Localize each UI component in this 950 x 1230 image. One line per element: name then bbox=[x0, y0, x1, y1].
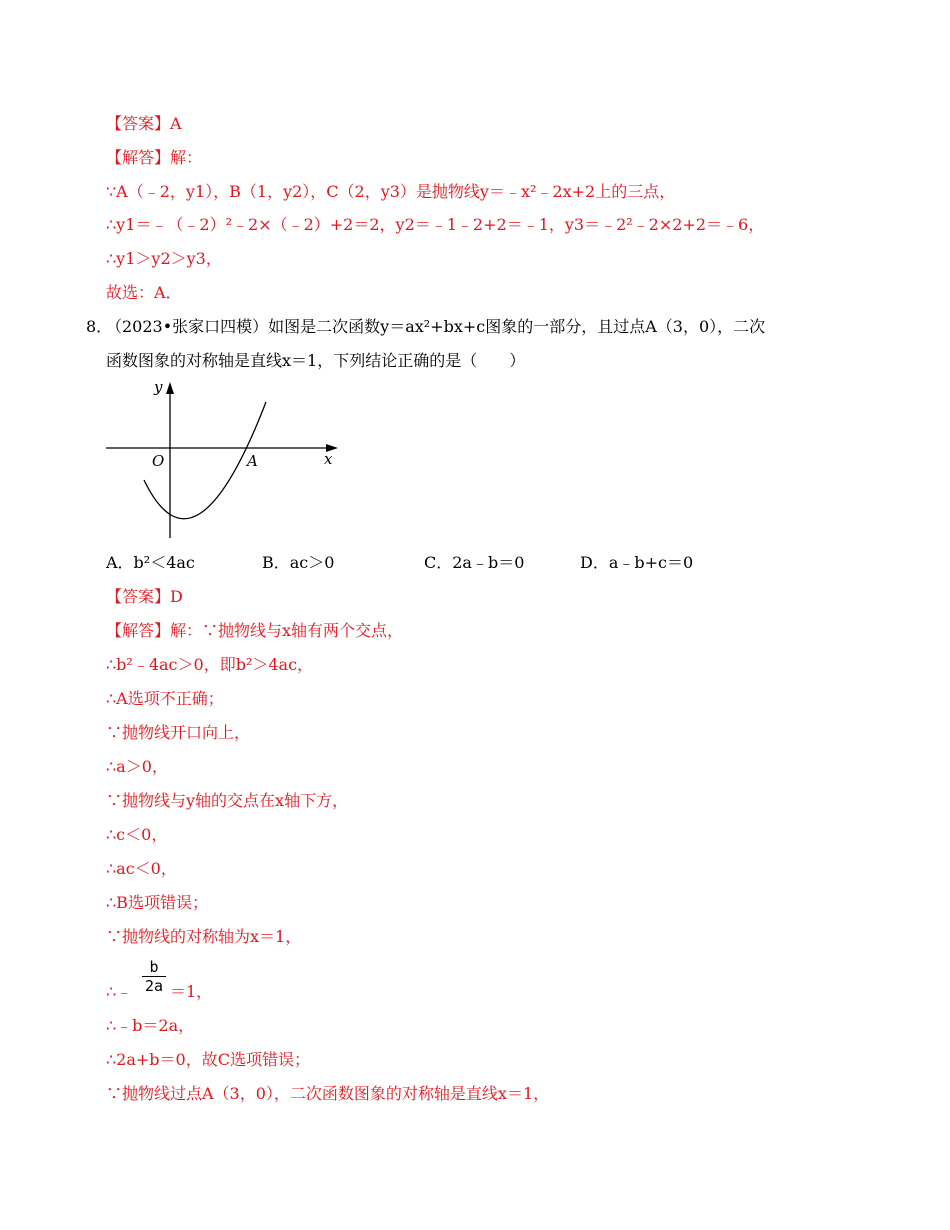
solution-line: ∴B选项错误； bbox=[106, 893, 208, 912]
solution-label-1: 【解答】解： bbox=[106, 148, 203, 167]
solution-line: ∵抛物线与y轴的交点在x轴下方， bbox=[106, 791, 349, 810]
question-stem-line1: （2023•张家口四模）如图是二次函数y＝ax²+bx+c图象的一部分，且过点A（3，0），二次 bbox=[106, 317, 766, 336]
y-axis-arrow bbox=[166, 382, 174, 394]
solution-line: ∴c＜0， bbox=[106, 825, 168, 844]
x-axis-label: x bbox=[324, 450, 333, 468]
solution-label-2 bbox=[106, 620, 403, 642]
solution-line: ∴y1＞y2＞y3， bbox=[106, 249, 222, 268]
fraction bbox=[142, 958, 166, 995]
solution-line: 故选：A． bbox=[106, 283, 182, 302]
solution-line: ∴ac＜0， bbox=[106, 859, 177, 878]
parabola-graph bbox=[100, 376, 350, 546]
solution-label-text: 【解答】解： bbox=[106, 621, 203, 640]
fraction-line-prefix: ∴﹣ bbox=[106, 982, 133, 1001]
question-number: 8． bbox=[86, 317, 113, 336]
point-a-label: A bbox=[247, 452, 258, 470]
solution-line: ∴a＞0， bbox=[106, 757, 168, 776]
y-axis-label: y bbox=[154, 378, 163, 396]
solution-line: ∴﹣b＝2a， bbox=[106, 1016, 195, 1035]
solution-first-line: ∵抛物线与x轴有两个交点， bbox=[202, 621, 404, 640]
option-b: B．ac＞0 bbox=[262, 553, 335, 572]
solution-line: ∴y1＝﹣（﹣2）²﹣2×（﹣2）+2＝2，y2＝﹣1﹣2+2＝﹣1，y3＝﹣2²﹣2×2+2＝﹣6， bbox=[106, 215, 765, 234]
option-c: C．2a﹣b＝0 bbox=[424, 553, 525, 572]
fraction-numerator: b bbox=[149, 958, 159, 976]
solution-line: ∴2a+b＝0，故C选项错误； bbox=[106, 1050, 310, 1069]
solution-line: ∵抛物线开口向上， bbox=[106, 723, 251, 742]
solution-line: ∴A选项不正确； bbox=[106, 689, 224, 708]
solution-line: ∴b²﹣4ac＞0，即b²＞4ac， bbox=[106, 655, 314, 674]
solution-line: ∵A（﹣2，y1），B（1，y2），C（2，y3）是抛物线y＝﹣x²﹣2x+2上的三点， bbox=[106, 182, 676, 201]
origin-label: O bbox=[152, 452, 165, 470]
option-d: D．a﹣b+c＝0 bbox=[580, 553, 694, 572]
fraction-line-suffix: ＝1， bbox=[170, 982, 213, 1001]
fraction-denominator: 2a bbox=[144, 977, 164, 995]
answer-line-2: 【答案】D bbox=[106, 587, 183, 606]
answer-line-1: 【答案】A bbox=[106, 114, 182, 133]
question-stem-line2: 函数图象的对称轴是直线x＝1，下列结论正确的是（ ） bbox=[106, 351, 526, 370]
option-a: A．b²＜4ac bbox=[106, 553, 195, 572]
solution-line: ∵抛物线过点A（3，0），二次函数图象的对称轴是直线x＝1， bbox=[106, 1084, 550, 1103]
solution-line: ∵抛物线的对称轴为x＝1， bbox=[106, 927, 302, 946]
